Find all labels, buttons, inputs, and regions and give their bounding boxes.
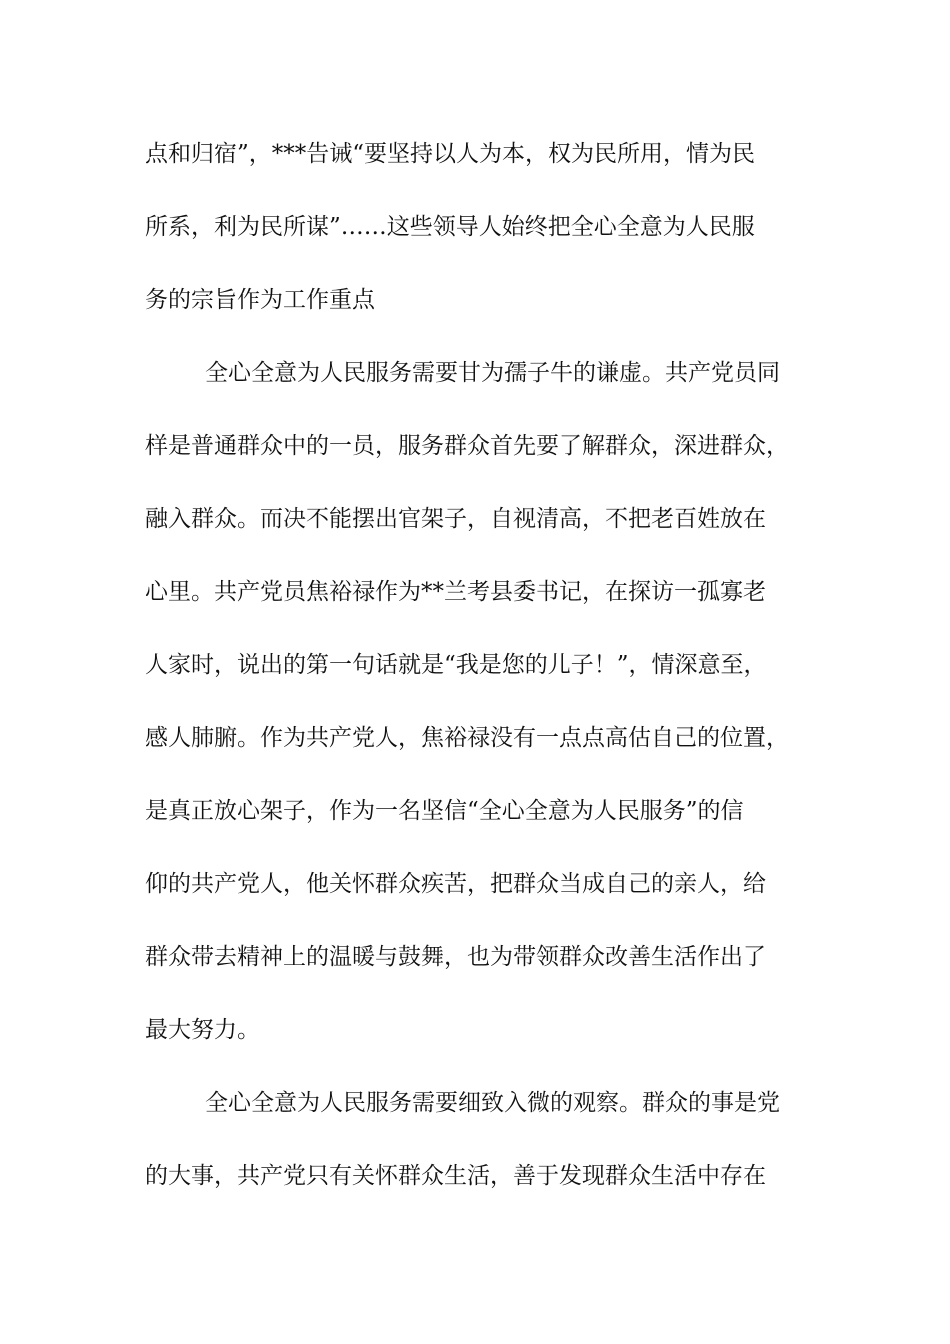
paragraph-first-line: 全心全意为人民服务需要甘为孺子牛的谦虚。共产党员同	[205, 360, 780, 386]
text-line: 群众带去精神上的温暖与鼓舞，也为带领群众改善生活作出了	[145, 944, 766, 970]
text-line: 融入群众。而决不能摆出官架子，自视清高，不把老百姓放在	[145, 506, 766, 532]
text-line: 心里。共产党员焦裕禄作为**兰考县委书记，在探访一孤寡老	[145, 579, 766, 605]
text-line: 感人肺腑。作为共产党人，焦裕禄没有一点点高估自己的位置，	[145, 725, 789, 751]
document-body	[145, 128, 820, 1223]
text-line: 的大事，共产党只有关怀群众生活，善于发现群众生活中存在	[145, 1163, 766, 1189]
text-line: 样是普通群众中的一员，服务群众首先要了解群众，深进群众，	[145, 433, 789, 459]
text-line: 仰的共产党人，他关怀群众疾苦，把群众当成自己的亲人，给	[145, 871, 766, 897]
text-line: 务的宗旨作为工作重点	[145, 287, 375, 313]
text-line: 所系，利为民所谋”……这些领导人始终把全心全意为人民服	[145, 214, 755, 240]
text-line: 人家时，说出的第一句话就是“我是您的儿子！”，情深意至，	[145, 652, 767, 678]
text-line: 是真正放心架子，作为一名坚信“全心全意为人民服务”的信	[145, 798, 744, 824]
text-line: 最大努力。	[145, 1017, 260, 1043]
text-line: 点和归宿”，***告诫“要坚持以人为本，权为民所用，情为民	[145, 141, 756, 167]
paragraph-first-line: 全心全意为人民服务需要细致入微的观察。群众的事是党	[205, 1090, 780, 1116]
